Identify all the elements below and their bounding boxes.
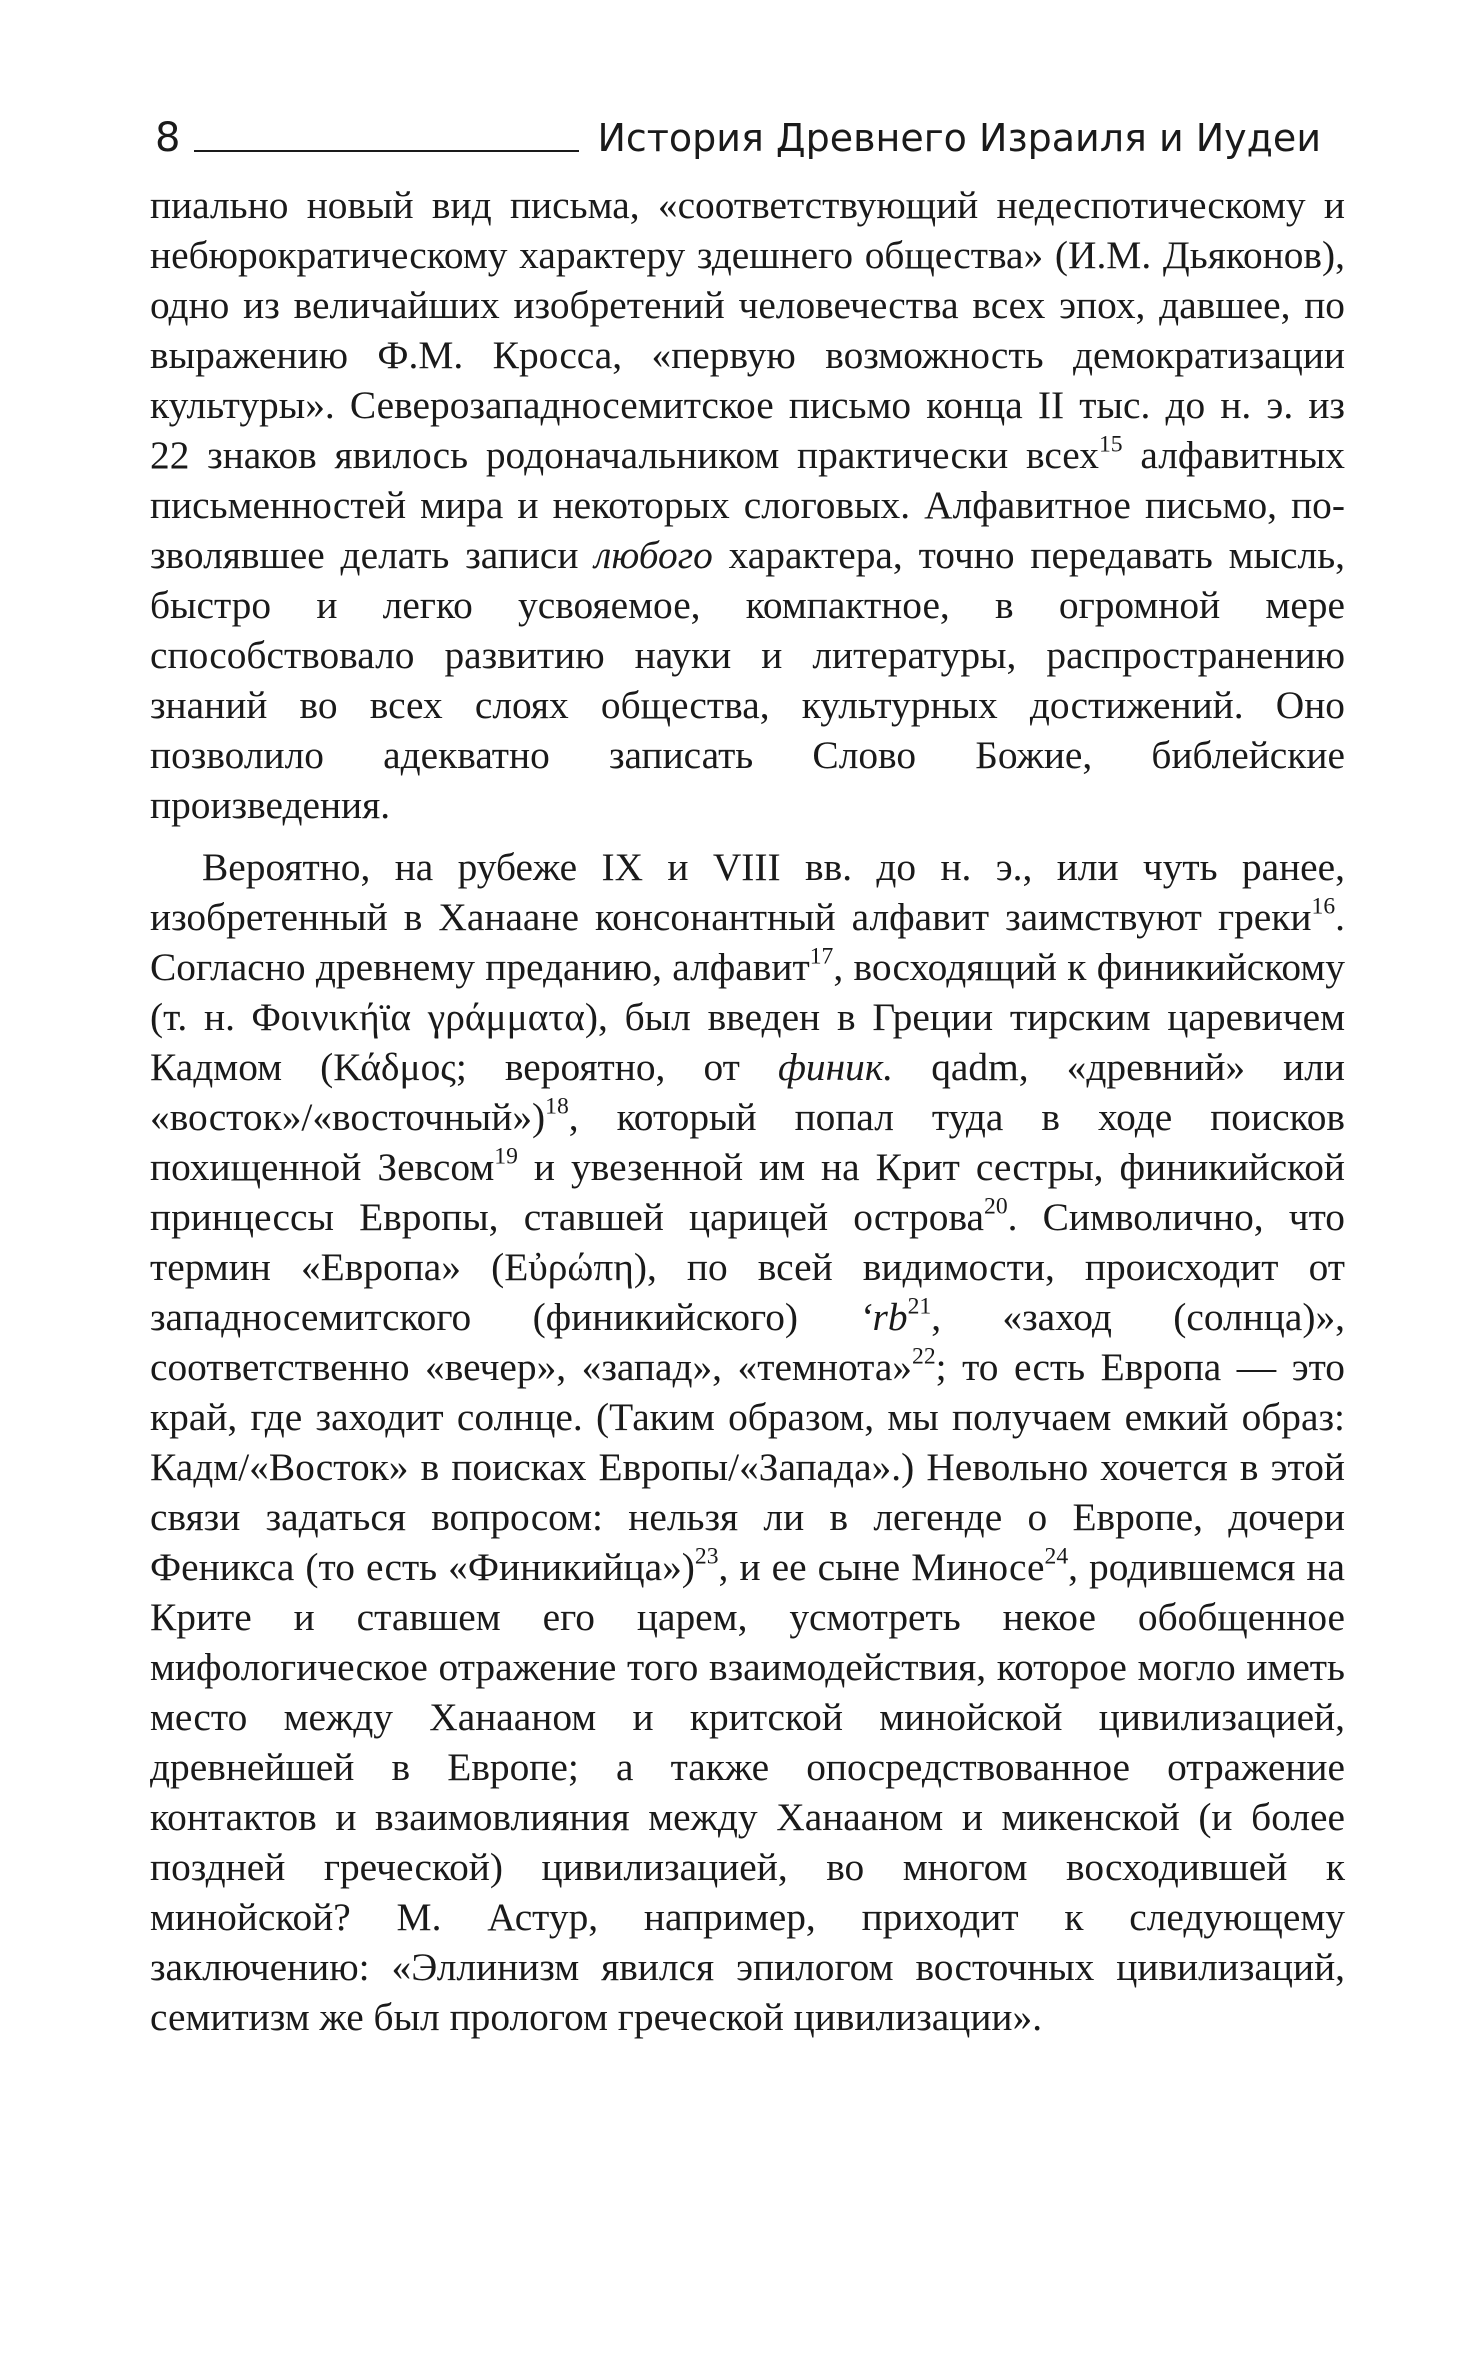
footnote-reference: 18 — [545, 1093, 569, 1120]
text-run: и увезенной им на Крит сестры, финикийской принцессы Европы, ставшей царицей острова — [150, 1145, 1345, 1239]
footnote-reference: 24 — [1044, 1543, 1069, 1570]
text-run: . Согласно древнему преданию, алфавит — [150, 895, 1345, 989]
text-run: , родившемся на Крите и ставшем его царем, усмотреть некое обобщенное мифологическое отражение того взаимодействия, которое могло иметь место между Ханааном и критской минойской цивилизацией, древнейшей в Европе; а также опосредствованное отражение контактов и взаимовлияния между Ханааном и микенской (и более поздней греческой) цивилизацией, во многом восходившей к минойской? М. Астур, например, приходит к следующему заключению: «Эллинизм явился эпилогом восточных цивилизаций, семитизм же был прологом греческой цивилизации». — [150, 1545, 1345, 2039]
footnote-reference: 15 — [1098, 431, 1123, 458]
text-run: , восходящий к финикийскому (т. н. Φοινικήϊα γράμματα), был введен в Греции тирским царевичем Кадмом (Κάδμος; вероятно, от — [150, 945, 1345, 1089]
text-run: , который попал туда в ходе поисков похищенной Зевсом — [150, 1095, 1345, 1189]
running-title: История Древнего Израиля и Иудеи — [597, 116, 1322, 160]
text-run: Вероятно, на рубеже IX и VIII вв. до н. э., или чуть ранее, изобретенный в Ханаане консонантный алфавит заимствуют греки — [150, 845, 1345, 939]
body-text — [150, 180, 1345, 2042]
italic-text: финик. — [777, 1045, 894, 1089]
paragraph — [150, 842, 1345, 2042]
text-run: алфавитных письменностей мира и некоторых слоговых. Алфавитное письмо, позволявшее делать записи — [150, 433, 1345, 577]
text-run: , и ее сыне Миносе — [718, 1545, 1045, 1589]
footnote-reference: 17 — [809, 943, 834, 970]
running-head — [155, 100, 1345, 160]
text-run: . Символично, что термин «Европа» (Εὐρώπη), по всей видимости, происходит от западносемитского (финикийского) — [150, 1195, 1345, 1339]
italic-text: ʻrb — [859, 1295, 908, 1339]
footnote-reference: 19 — [494, 1143, 518, 1170]
header-rule — [194, 150, 579, 152]
text-run: , «заход (солнца)», соответственно «вечер», «запад», «темнота» — [150, 1295, 1345, 1389]
paragraph — [150, 180, 1345, 830]
text-run: характера, точно передавать мысль, быстро и легко усвояемое, компактное, в огромной мере способствовало развитию науки и литературы, распространению знаний во всех слоях общества, культурных достижений. Оно позволило адекватно записать Слово Божие, библейские произведения. — [150, 533, 1346, 827]
footnote-reference: 20 — [984, 1193, 1008, 1220]
footnote-reference: 23 — [694, 1543, 719, 1570]
text-run: пиально новый вид письма, «соответствующий недеспотическому и небюрократическому характеру здешнего общества» (И.М. Дьяконов), одно из величайших изобретений человечества всех эпох, давшее, по выражению Ф.М. Кросса, «первую возможность демократизации культуры». Северозападносемитское письмо конца II тыс. до н. э. из 22 знаков явилось родоначальником практически всех — [150, 183, 1345, 477]
page-number: 8 — [155, 115, 181, 161]
footnote-reference: 22 — [912, 1343, 936, 1370]
footnote-reference: 21 — [907, 1293, 932, 1320]
text-run: qadm, «древний» или «восток»/«восточный») — [150, 1045, 1346, 1139]
footnote-reference: 16 — [1311, 893, 1336, 920]
text-run: ; то есть Европа — это край, где заходит солнце. (Таким образом, мы получаем емкий образ: Кадм/«Восток» в поисках Европы/«Запада».) Невольно хочется в этой связи задаться вопросом: нельзя ли в легенде о Европе, дочери Феникса (то есть «Финикийца») — [150, 1345, 1345, 1589]
italic-text: любого — [594, 533, 713, 577]
